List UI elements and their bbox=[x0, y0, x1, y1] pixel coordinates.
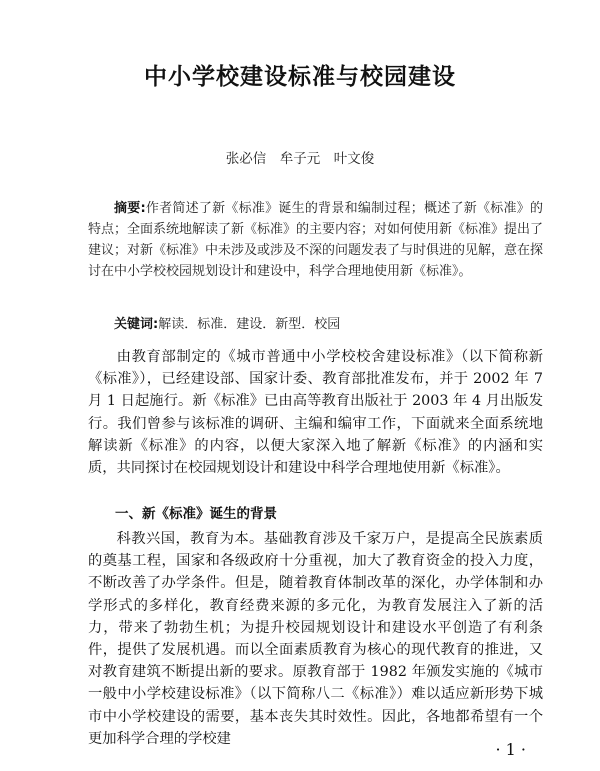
abstract bbox=[88, 198, 543, 282]
keywords-text: 解读．标准．建设．新型．校园 bbox=[158, 317, 341, 332]
page-number: · 1 · bbox=[495, 740, 526, 759]
abstract-label: 摘要: bbox=[114, 201, 146, 216]
section-heading: 一、新《标准》诞生的背景 bbox=[115, 506, 277, 522]
paper-title: 中小学校建设标准与校园建设 bbox=[144, 63, 456, 90]
section-paragraph: 科教兴国，教育为本。基础教育涉及千家万户，是提高全民族素质的奠基工程，国家和各级政府十分重视，加大了教育资金的投入力度，不断改善了办学条件。但是，随着教育体制改革的深化，办学体制和办学形式的多样化，教育经费来源的多元化，为教育发展注入了新的活力，带来了勃勃生机；为提升校园规划设计和建设水平创造了有利条件，提供了发展机遇。而以全面素质教育为核心的现代教育的推进，又对教育建筑不断提出新的要求。原教育部于 1982 年颁发实施的《城市一般中小学校建设标准》（以下简称八二《标准》）难以适应新形势下城市中小学校建设的需要，基本丧失其时效性。因此，各地都希望有一个更加科学合理的学校建 bbox=[88, 531, 543, 747]
keywords-label: 关键词: bbox=[114, 317, 159, 332]
abstract-text: 作者简述了新《标准》诞生的背景和编制过程；概述了新《标准》的特点；全面系统地解读了新《标准》的主要内容；对如何使用新《标准》提出了建议；对新《标准》中未涉及或涉及不深的问题发表了与时俱进的见解，意在探讨在中小学校校园规划设计和建设中，科学合理地使用新《标准》。 bbox=[88, 201, 544, 279]
intro-paragraph: 由教育部制定的《城市普通中小学校校舍建设标准》（以下简称新《标准》），已经建设部、国家计委、教育部批准发布，并于 2002 年 7 月 1 日起施行。新《标准》已由高等教育出版社于 2003 年 4 月出版发行。我们曾参与该标准的调研、主编和编审工作，下面就来全面系统地解读新《标准》的内容，以便大家深入地了解新《标准》的内涵和实质，共同探讨在校园规划设计和建设中科学合理地使用新《标准》。 bbox=[88, 349, 543, 477]
paper-authors: 张必信 牟子元 叶文俊 bbox=[225, 151, 375, 167]
keywords bbox=[88, 314, 543, 335]
